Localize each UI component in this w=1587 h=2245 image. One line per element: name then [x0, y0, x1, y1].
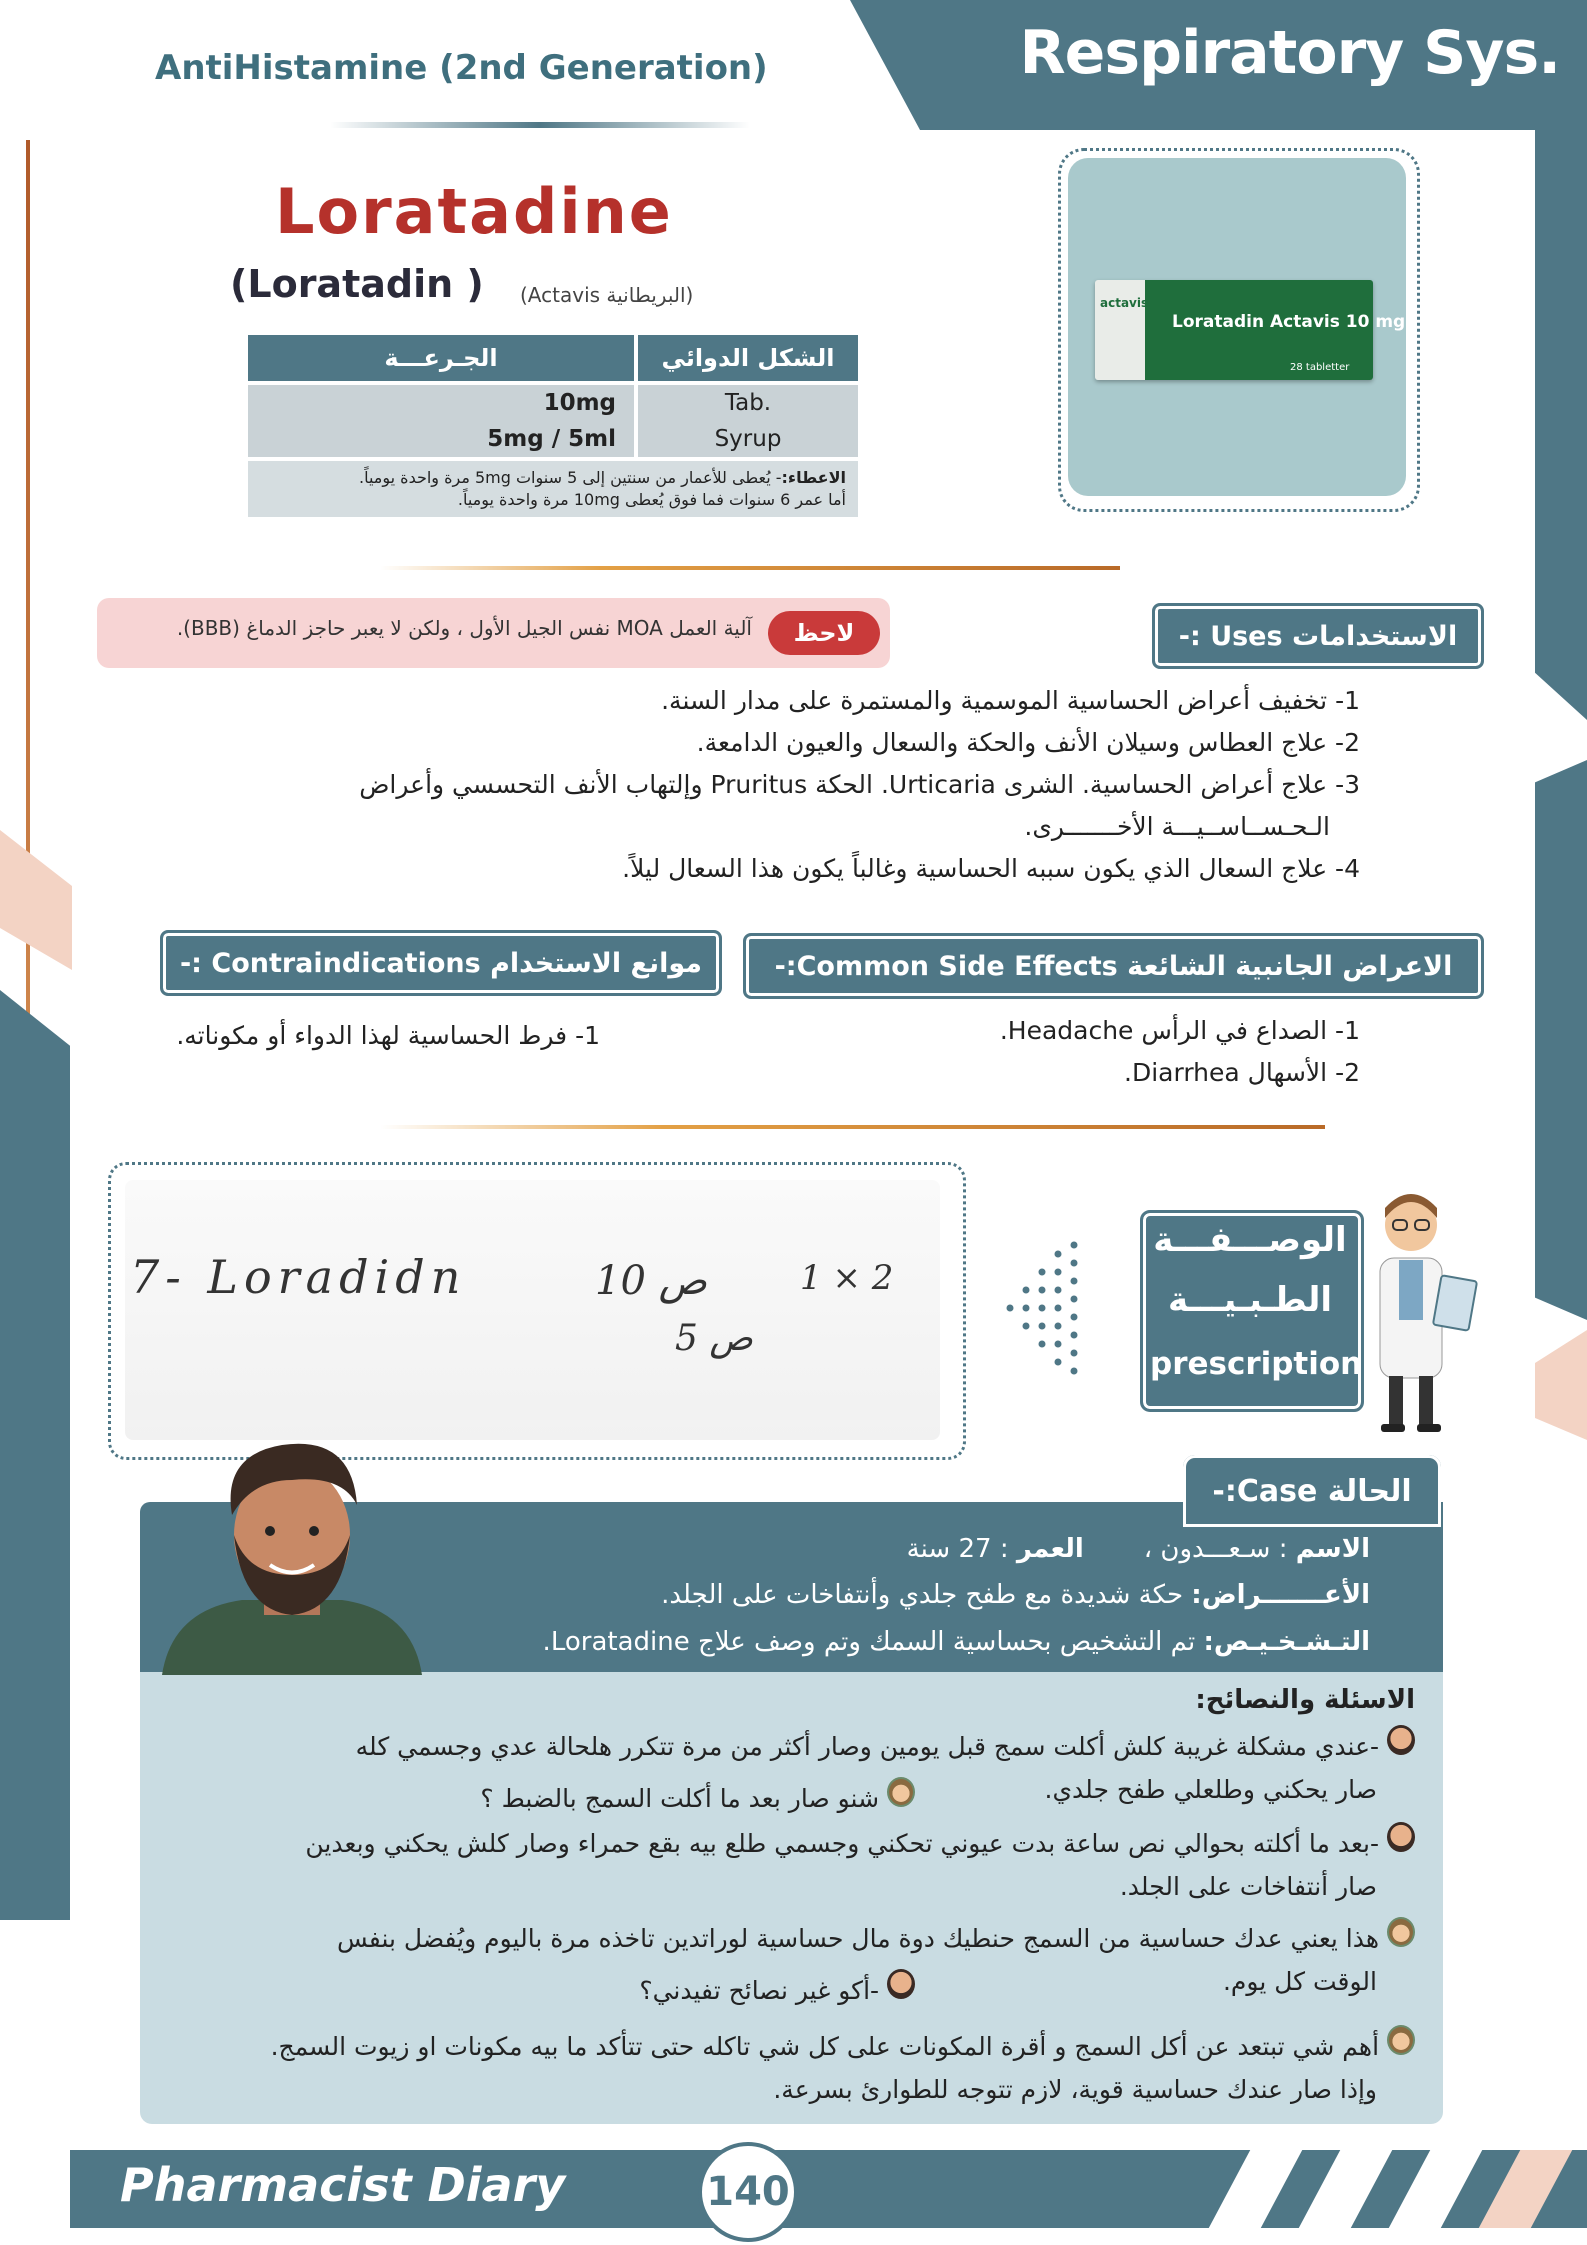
side-effects-list	[720, 1010, 1360, 1094]
left-decoration	[0, 830, 72, 970]
note-text: آلية العمل MOA نفس الجيل الأول ، ولكن لا يعبر حاجز الدماغ (BBB).	[176, 616, 752, 640]
qa-item	[150, 2025, 1415, 2111]
table-cell: 5mg / 5ml	[248, 421, 634, 457]
right-decoration	[1535, 760, 1587, 1320]
pharmacist-face-icon	[887, 1777, 915, 1807]
footer-bottom-edge	[0, 2228, 1587, 2245]
dose-note-line: أما عمر 6 سنوات فما فوق يُعطى 10mg مرة واحدة يومياً.	[457, 490, 846, 509]
divider	[380, 1125, 1325, 1129]
case-name-line: الاسم : سـعـــدون ، العمر : 27 سنة	[906, 1534, 1370, 1564]
case-symptoms-label: الأعـــــــراض:	[1191, 1580, 1370, 1610]
list-item: الـحـســاســيـــة الأخـــــــرى.	[1024, 812, 1330, 841]
pack-count: 28 tabletter	[1290, 362, 1350, 373]
qa-item	[300, 1969, 915, 2012]
patient-avatar	[152, 1435, 432, 1675]
uses-title: الاستخدامات Uses :-	[1178, 620, 1458, 652]
qa-item	[150, 1822, 1415, 1908]
contraindications-title: موانع الاستخدام Contraindications :-	[179, 947, 703, 979]
drug-class-title: AntiHistamine (2nd Generation)	[155, 48, 768, 88]
right-side-bar	[1535, 130, 1587, 720]
case-name-value: : سـعـــدون	[1160, 1534, 1288, 1564]
prescription-handwriting: 7- Loradidn	[130, 1250, 467, 1304]
list-item: 1- فرط الحساسية لهذا الدواء أو مكوناته.	[176, 1021, 600, 1050]
patient-face-icon	[1387, 1822, 1415, 1852]
table-cell: Tab.	[638, 385, 858, 421]
dose-column	[248, 385, 634, 457]
side-effects-title: الاعراض الجانبية الشائعة Common Side Effects:-	[774, 950, 1453, 982]
note-badge: لاحظ	[768, 611, 880, 655]
prescription-frequency: 1 × 2	[800, 1258, 894, 1298]
case-age-label: العمر	[1016, 1534, 1084, 1564]
uses-list	[240, 680, 1360, 890]
page-number: 140	[698, 2142, 798, 2242]
qa-item	[300, 1777, 915, 1820]
case-diagnosis-label: التـشـخـيـص:	[1203, 1627, 1370, 1657]
prescription-label: الطـبـيـــة	[1167, 1280, 1333, 1320]
qa-line: صار يحكني وطلعلي طفح جلدي.	[1044, 1775, 1377, 1804]
title-underline	[330, 122, 750, 128]
form-column	[638, 385, 858, 457]
uses-header	[1152, 603, 1484, 669]
dose-note	[248, 461, 858, 517]
brand-name: (Loratadin )	[230, 262, 484, 306]
qa-line: هذا يعني عدك حساسية من السمج حنطيك دوة مال حساسية لوراتدين تاخذه مرة باليوم ويُفضل بنفس	[336, 1924, 1380, 1953]
qa-line: -أكو غير نصائح تفيدني؟	[639, 1976, 880, 2005]
case-symptoms-value: حكة شديدة مع طفح جلدي وأنتفاخات على الجلد.	[661, 1580, 1184, 1610]
qa-line: -بعد ما أكلته بحوالي نص ساعة بدت عيوني تحكني وجسمي طلع بيه بقع حمراء وصار كلش يحكني وبعدين	[305, 1829, 1380, 1858]
table-cell: Syrup	[638, 421, 858, 457]
footer-title: Pharmacist Diary	[120, 2158, 566, 2212]
col-header-dose: الجـرعـــة	[248, 335, 634, 381]
qa-line: الوقت كل يوم.	[1222, 1967, 1377, 1996]
brand-origin: (Actavis البريطانية)	[520, 283, 694, 307]
prescription-dose: 10 ص	[595, 1258, 707, 1304]
prescription-dose: 5 ص	[675, 1318, 753, 1359]
patient-face-icon	[1387, 1725, 1415, 1755]
side-effects-header	[743, 933, 1484, 999]
prescription-image	[125, 1180, 940, 1440]
list-item: 1- تخفيف أعراض الحساسية الموسمية والمستمرة على مدار السنة.	[661, 686, 1360, 715]
patient-face-icon	[887, 1969, 915, 1999]
qa-line: -عندي مشكلة غريبة كلش أكلت سمج قبل يومين وصار أكثر من مرة تتكرر هلحالة عدي وجسمي كله	[355, 1732, 1380, 1761]
pack-logo: actavis	[1100, 296, 1149, 310]
list-item: 2- علاج العطاس وسيلان الأنف والحكة والسعال والعيون الدامعة.	[696, 728, 1360, 757]
pack-label: Loratadin Actavis 10 mg	[1172, 312, 1406, 332]
qa-title: الاسئلة والنصائح:	[1195, 1685, 1415, 1715]
left-decoration	[0, 990, 70, 1920]
list-item: 1- الصداع في الرأس Headache.	[999, 1016, 1360, 1045]
drug-name: Loratadine	[275, 175, 673, 248]
list-item: 2- الأسهال Diarrhea.	[1124, 1058, 1360, 1087]
case-symptoms-line	[470, 1580, 1370, 1610]
case-diagnosis-value: تم التشخيص بحساسية السمك وتم وصف علاج Loratadine.	[542, 1627, 1196, 1657]
system-title: Respiratory Sys.	[1019, 18, 1560, 88]
divider	[380, 566, 1120, 570]
case-age-value: : 27 سنة	[906, 1534, 1009, 1564]
pharmacist-face-icon	[1387, 2025, 1415, 2055]
case-diagnosis-line	[400, 1627, 1370, 1657]
col-header-form: الشكل الدوائي	[638, 335, 858, 381]
contraindications-header	[160, 930, 722, 996]
table-cell: 10mg	[248, 385, 634, 421]
case-header	[1183, 1455, 1441, 1527]
list-item: 3- علاج أعراض الحساسية. الشرى Urticaria. الحكة Pruritus وإلتهاب الأنف التحسسي وأعراض	[359, 770, 1360, 799]
dose-note-label: الاعطاء:	[781, 468, 846, 487]
case-name-label: الاسم	[1295, 1534, 1370, 1564]
qa-line: صار أنتفاخات على الجلد.	[1119, 1872, 1377, 1901]
case-title: الحالة Case:-	[1212, 1473, 1412, 1509]
prescription-label: prescription	[1150, 1346, 1363, 1382]
qa-line: شنو صار بعد ما أكلت السمج بالضبط ؟	[480, 1784, 880, 1813]
prescription-label: الوصـــفـــة	[1153, 1220, 1347, 1260]
pharmacist-face-icon	[1387, 1917, 1415, 1947]
right-decoration	[1535, 1330, 1587, 1440]
list-item: 4- علاج السعال الذي يكون سببه الحساسية وغالباً يكون هذا السعال ليلاً.	[622, 854, 1360, 883]
doctor-illustration	[1345, 1180, 1485, 1435]
dose-note-line: - يُعطى للأعمار من سنتين إلى 5 سنوات 5mg مرة واحدة يومياً.	[359, 468, 782, 487]
dots-icon	[996, 1235, 1081, 1385]
qa-line: وإذا صار عندك حساسية قوية، لازم تتوجه للطوارئ بسرعة.	[773, 2075, 1377, 2104]
contraindications-list	[100, 1015, 600, 1057]
dose-table	[248, 335, 858, 517]
qa-line: أهم شي تبتعد عن أكل السمج و أقرة المكونات على كل شي تاكله حتى تتأكد ما بيه مكونات او زيوت السمج.	[270, 2032, 1380, 2061]
